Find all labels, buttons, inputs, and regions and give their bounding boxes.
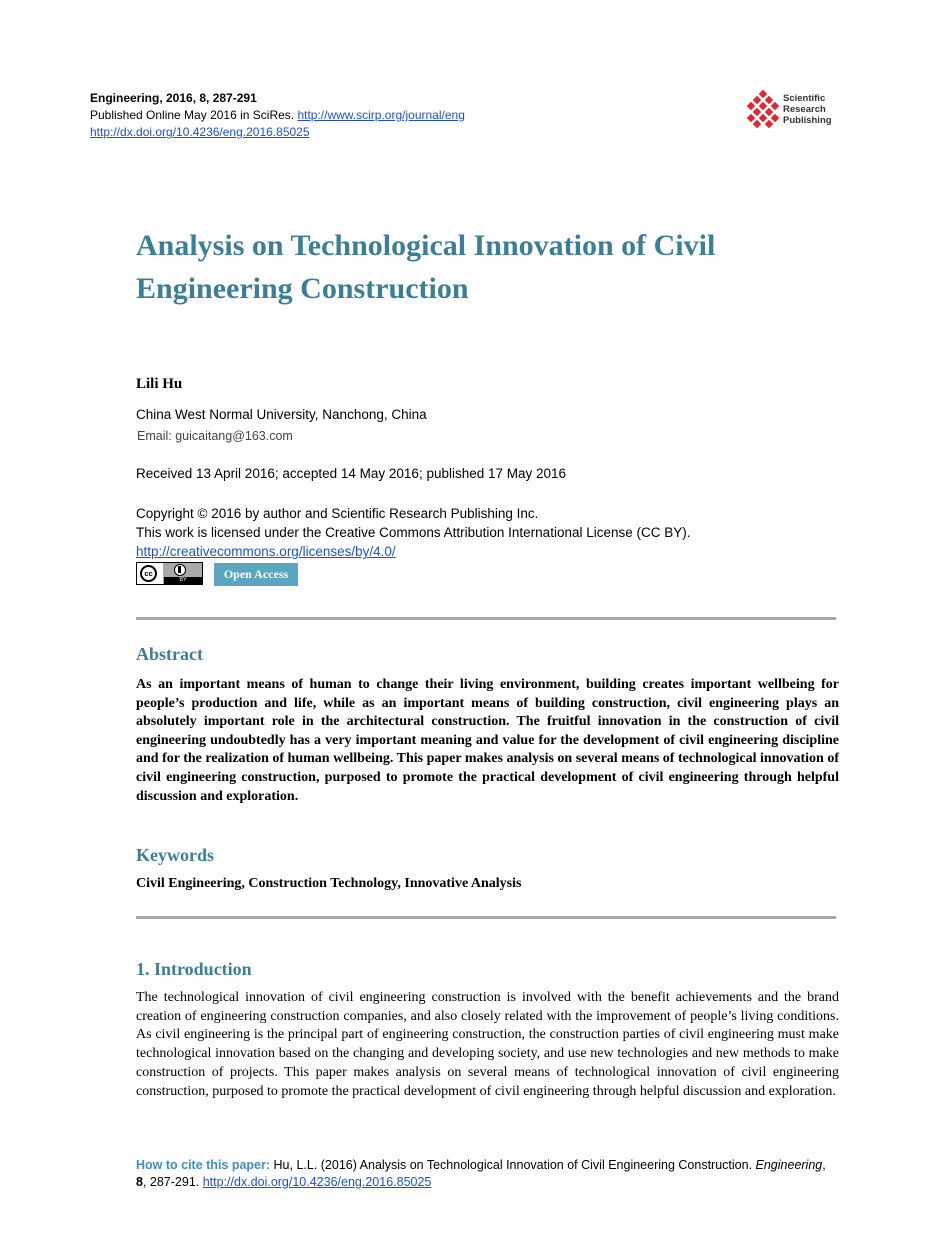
- license-line: This work is licensed under the Creative Commons Attribution International License (CC BY).: [136, 525, 691, 540]
- published-prefix: Published Online May 2016 in SciRes.: [90, 108, 298, 122]
- cc-panel: [137, 563, 163, 584]
- author-name: Lili Hu: [136, 376, 183, 392]
- license-url-link[interactable]: http://creativecommons.org/licenses/by/4.0/: [136, 544, 396, 559]
- keywords-text: Civil Engineering, Construction Technology, Innovative Analysis: [136, 876, 522, 891]
- introduction-heading: 1. Introduction: [136, 959, 252, 979]
- citation-label: How to cite this paper:: [136, 1158, 271, 1172]
- copyright-line: Copyright © 2016 by author and Scientific Research Publishing Inc.: [136, 506, 539, 521]
- keywords-heading: Keywords: [136, 845, 214, 865]
- journal-citation-line: Engineering, 2016, 8, 287-291: [90, 91, 257, 105]
- abstract-heading: Abstract: [136, 644, 203, 664]
- divider-bottom: [136, 916, 836, 919]
- publisher-logo-text: [783, 93, 832, 126]
- citation-journal: Engineering: [755, 1158, 823, 1172]
- logo-line-2: Research: [783, 104, 826, 115]
- publisher-logo-icon: [745, 90, 783, 132]
- open-access-badge[interactable]: Open Access: [214, 563, 298, 586]
- cc-by-badge[interactable]: [136, 562, 203, 585]
- logo-line-1: Scientific: [783, 93, 826, 104]
- citation-doi-link[interactable]: http://dx.doi.org/10.4236/eng.2016.85025: [202, 1175, 432, 1189]
- logo-line-3: Publishing: [783, 115, 832, 126]
- abstract-text: As an important means of human to change their living environment, building creates important wellbeing for people’s production and life, while as an important means of building construction, civil engineering plays an absolutely important role in the architectural construction. The fruitful innovation in the construction of civil engineering undoubtedly has a very important meaning and value for the development of civil engineering discipline and for the realization of human wellbeing. This paper makes analysis on several means of technological innovation of civil engineering construction, purposed to promote the practical development of civil engineering through helpful discussion and exploration.: [136, 677, 839, 804]
- citation-comma: ,: [822, 1158, 826, 1172]
- copyright-block: [136, 504, 691, 561]
- paper-title: Analysis on Technological Innovation of Civil Engineering Construction: [136, 229, 716, 305]
- author-affiliation: China West Normal University, Nanchong, China: [136, 407, 427, 422]
- introduction-text: The technological innovation of civil engineering construction is involved with the benefit achievements and the brand creation of engineering construction companies, and also closely related with the improvement of people’s living conditions. As civil engineering is the principal part of engineering construction, the construction parties of civil engineering must make technological innovation based on the changing and developing society, and use new technologies and new methods to make construction of projects. This paper makes analysis on several means of technological innovation of civil engineering construction, purposed to promote the practical development of civil engineering through helpful discussion and exploration.: [136, 990, 839, 1099]
- citation-footer: [136, 1157, 839, 1191]
- person-icon: [174, 564, 186, 576]
- journal-header: [90, 90, 465, 141]
- doi-link[interactable]: http://dx.doi.org/10.4236/eng.2016.85025: [90, 125, 310, 139]
- citation-text: Hu, L.L. (2016) Analysis on Technological Innovation of Civil Engineering Construction.: [270, 1158, 756, 1172]
- published-line: [90, 107, 465, 124]
- journal-url-link[interactable]: http://www.scirp.org/journal/eng: [297, 108, 465, 122]
- publication-dates: Received 13 April 2016; accepted 14 May 2016; published 17 May 2016: [136, 466, 567, 481]
- publisher-logo: [745, 90, 845, 132]
- cc-icon: cc: [140, 565, 157, 582]
- divider-top: [136, 617, 836, 620]
- citation-pages: , 287-291.: [142, 1175, 203, 1189]
- by-label: BY: [164, 577, 202, 584]
- citation-volume: 8: [136, 1175, 143, 1189]
- author-email: Email: guicaitang@163.com: [137, 429, 293, 443]
